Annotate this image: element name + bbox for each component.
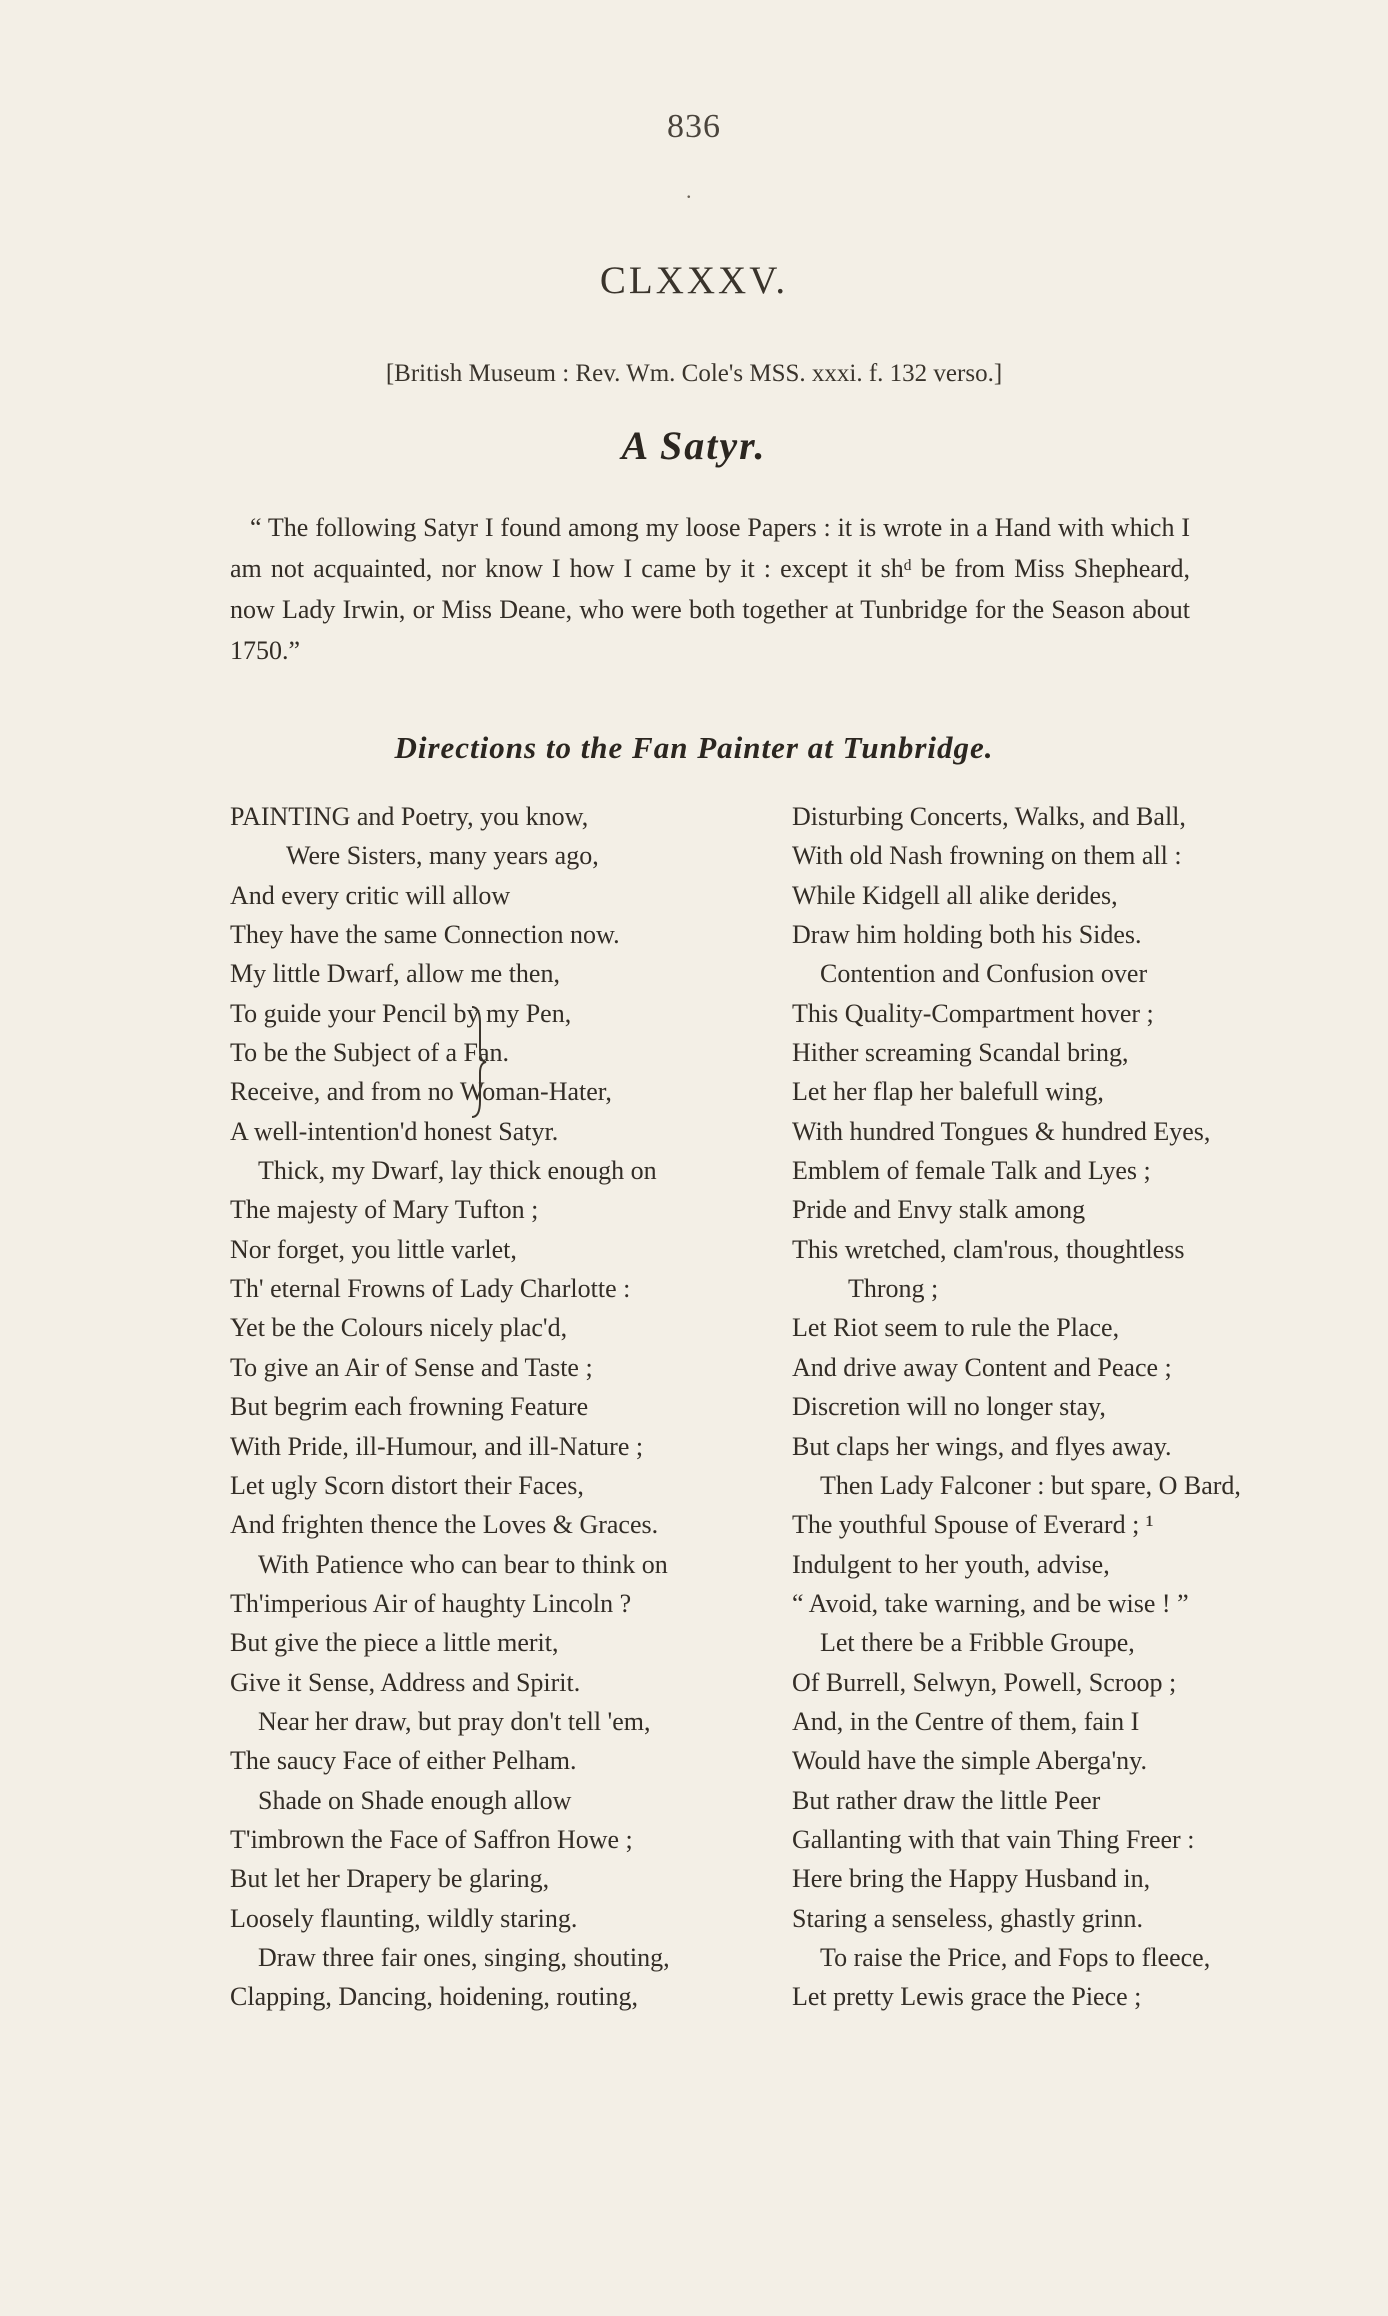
poem-line: Thick, my Dwarf, lay thick enough on xyxy=(258,1156,657,1186)
poem-line: Receive, and from no Woman-Hater, xyxy=(230,1077,612,1107)
intro-text: “ The following Satyr I found among my loose Papers : it is wrote in a Hand with which I am not acquainted, nor know I how I came by it : except it shᵈ be from Miss Shepheard, now Lady Irwin, or Miss Deane, who were both together at Tunbridge for the Season about 1750.” xyxy=(230,513,1190,665)
poem-line: Were Sisters, many years ago, xyxy=(286,841,599,871)
poem-line: But rather draw the little Peer xyxy=(792,1785,1101,1815)
poem-line: Let there be a Fribble Groupe, xyxy=(820,1628,1135,1658)
poem-line: Gallanting with that vain Thing Freer : xyxy=(792,1824,1195,1854)
poem-line: But claps her wings, and flyes away. xyxy=(792,1431,1172,1461)
poem-line: And drive away Content and Peace ; xyxy=(792,1352,1172,1382)
poem-line: Contention and Confusion over xyxy=(820,959,1148,989)
poem-line: Staring a senseless, ghastly grinn. xyxy=(792,1903,1143,1933)
poem-line: With Pride, ill-Humour, and ill-Nature ; xyxy=(230,1431,644,1461)
poem-line: And, in the Centre of them, fain I xyxy=(792,1706,1140,1736)
poem-title: A Satyr. xyxy=(621,423,767,468)
poem-line: PAINTING and Poetry, you know, xyxy=(230,802,589,831)
source-citation: [British Museum : Rev. Wm. Cole's MSS. xxxi. f. 132 verso.] xyxy=(385,360,1003,387)
poem-line: Emblem of female Talk and Lyes ; xyxy=(792,1156,1151,1186)
poem-line: But let her Drapery be glaring, xyxy=(230,1864,550,1894)
poem-line: T'imbrown the Face of Saffron Howe ; xyxy=(230,1824,633,1854)
poem-line: This wretched, clam'rous, thoughtless xyxy=(792,1234,1185,1264)
poem-line: To raise the Price, and Fops to fleece, xyxy=(820,1942,1211,1972)
poem-line: To give an Air of Sense and Taste ; xyxy=(230,1352,593,1382)
ornament-dot: . xyxy=(686,178,692,203)
poem-line: Discretion will no longer stay, xyxy=(792,1392,1106,1422)
poem-line: Near her draw, but pray don't tell 'em, xyxy=(258,1706,651,1736)
poem-line: They have the same Connection now. xyxy=(230,920,620,950)
poem-line: Let her flap her balefull wing, xyxy=(792,1077,1104,1107)
poem-line: And frighten thence the Loves & Graces. xyxy=(230,1510,659,1540)
poem-line: “ Avoid, take warning, and be wise ! ” xyxy=(792,1588,1189,1618)
poem-line: The majesty of Mary Tufton ; xyxy=(230,1195,539,1225)
poem-line: A well-intention'd honest Satyr. xyxy=(230,1116,559,1146)
poem-line: But begrim each frowning Feature xyxy=(230,1392,589,1422)
poem-line: With old Nash frowning on them all : xyxy=(792,841,1182,871)
poem-line: Of Burrell, Selwyn, Powell, Scroop ; xyxy=(792,1667,1177,1697)
poem-line: My little Dwarf, allow me then, xyxy=(230,959,560,989)
poem-line: Nor forget, you little varlet, xyxy=(230,1234,517,1264)
poem-line: Th' eternal Frowns of Lady Charlotte : xyxy=(230,1274,631,1304)
poem-line: But give the piece a little merit, xyxy=(230,1628,559,1658)
poem-line: This Quality-Compartment hover ; xyxy=(792,998,1154,1028)
poem-line: Let pretty Lewis grace the Piece ; xyxy=(792,1982,1142,2012)
poem-line: To guide your Pencil by my Pen, xyxy=(230,998,572,1028)
poem-line: Draw three fair ones, singing, shouting, xyxy=(258,1942,670,1972)
poem-line: Here bring the Happy Husband in, xyxy=(792,1864,1151,1894)
triplet-brace xyxy=(468,1003,488,1121)
poem-line: Shade on Shade enough allow xyxy=(258,1785,572,1815)
poem-subtitle: Directions to the Fan Painter at Tunbridge. xyxy=(394,730,994,765)
poem-line: Let Riot seem to rule the Place, xyxy=(792,1313,1120,1343)
poem-line: And every critic will allow xyxy=(230,880,511,910)
poem-line: Th'imperious Air of haughty Lincoln ? xyxy=(230,1588,632,1618)
poem-line: Yet be the Colours nicely plac'd, xyxy=(230,1313,568,1343)
poem-line: While Kidgell all alike derides, xyxy=(792,880,1118,910)
poem-line: Draw him holding both his Sides. xyxy=(792,920,1142,950)
poem-line: Pride and Envy stalk among xyxy=(792,1195,1086,1225)
poem-line: Loosely flaunting, wildly staring. xyxy=(230,1903,578,1933)
poem-line: To be the Subject of a Fan. xyxy=(230,1038,510,1068)
poem-line: The youthful Spouse of Everard ; ¹ xyxy=(792,1510,1154,1540)
poem-line: Let ugly Scorn distort their Faces, xyxy=(230,1470,584,1500)
poem-line: Give it Sense, Address and Spirit. xyxy=(230,1667,581,1697)
poem-line: Would have the simple Aberga'ny. xyxy=(792,1746,1147,1776)
poem-line: Hither screaming Scandal bring, xyxy=(792,1038,1129,1068)
page-number: 836 xyxy=(667,108,721,145)
poem-line: Then Lady Falconer : but spare, O Bard, xyxy=(820,1470,1241,1500)
poem-line: With hundred Tongues & hundred Eyes, xyxy=(792,1116,1211,1146)
poem-line: Indulgent to her youth, advise, xyxy=(792,1549,1110,1579)
intro-paragraph xyxy=(230,507,1190,671)
poem-line: The saucy Face of either Pelham. xyxy=(230,1746,577,1776)
chapter-heading: CLXXXV. xyxy=(599,259,789,302)
poem-column-left xyxy=(230,797,790,2017)
poem-line: Disturbing Concerts, Walks, and Ball, xyxy=(792,802,1186,831)
poem-line: With Patience who can bear to think on xyxy=(258,1549,668,1579)
poem-column-right xyxy=(792,797,1352,2017)
poem-line: Clapping, Dancing, hoidening, routing, xyxy=(230,1982,639,2012)
poem-line: Throng ; xyxy=(848,1274,939,1304)
